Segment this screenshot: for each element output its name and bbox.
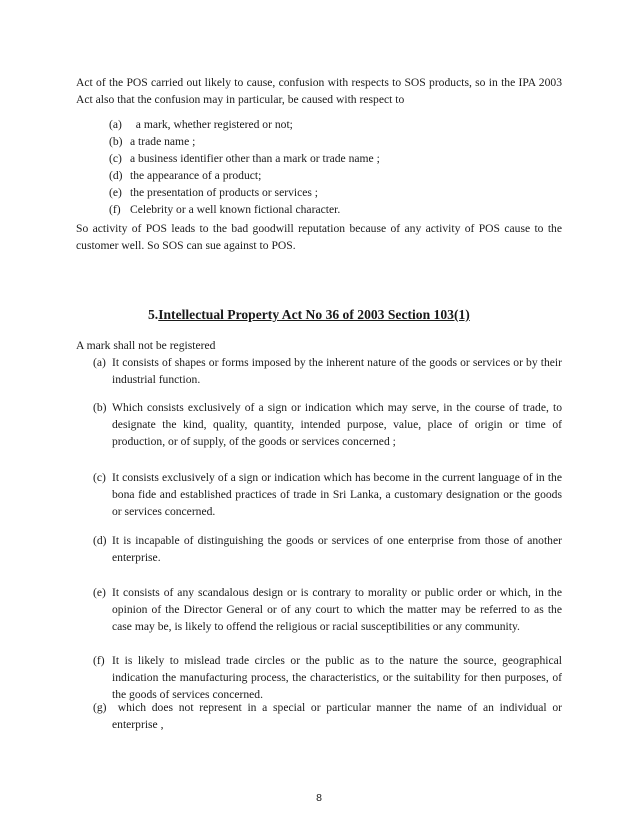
- page-number: 8: [316, 792, 322, 804]
- list-item-text: a trade name ;: [130, 135, 196, 148]
- list-item-label: (a): [93, 356, 106, 369]
- list-item-text: which does not represent in a special or particular manner the name of an individual or enterprise ,: [112, 701, 565, 731]
- list-item-text: Which consists exclusively of a sign or indication which may serve, in the course of trade, to designate the kind, quality, quantity, intended purpose, value, place of origin or time of production, or of supply, of the goods or services concerned ;: [112, 401, 562, 448]
- list-item: [109, 150, 380, 167]
- list-item-text: a mark, whether registered or not;: [130, 118, 293, 131]
- list-item: [93, 399, 562, 450]
- list-item: [109, 167, 380, 184]
- section-number: 5.: [148, 307, 159, 322]
- list-item-text: a business identifier other than a mark or trade name ;: [130, 152, 380, 165]
- list-item-label: (f): [93, 654, 105, 667]
- list-item: [93, 584, 562, 635]
- list-item-text: the appearance of a product;: [130, 169, 262, 182]
- list-item-label: (f): [109, 203, 121, 216]
- paragraph-goodwill: So activity of POS leads to the bad goodwill reputation because of any activity of POS cause to the customer well. So SOS can sue against to POS.: [76, 222, 562, 252]
- list-item-text: It consists exclusively of a sign or indication which has become in the current language of in the bona fide and established practices of trade in Sri Lanka, a customary designation or the goods or services concerned.: [112, 471, 562, 518]
- list-item: [109, 116, 380, 133]
- list-item-text: It is incapable of distinguishing the goods or services of one enterprise from those of another enterprise.: [112, 534, 562, 564]
- list-item: [109, 184, 380, 201]
- list-item-label: (a): [109, 118, 122, 131]
- list-item-text: Celebrity or a well known fictional character.: [130, 203, 341, 216]
- list-item-label: (d): [93, 534, 107, 547]
- list-item-label: (e): [109, 186, 122, 199]
- list-item-label: (e): [93, 586, 106, 599]
- list-item: [109, 133, 380, 150]
- list-item-text: It is likely to mislead trade circles or the public as to the nature the source, geographical indication the manufacturing process, the characteristics, or the suitability for then purposes, of the goods of services concerned.: [112, 654, 562, 701]
- paragraph-pos-confusion: Act of the POS carried out likely to cause, confusion with respects to SOS products, so in the IPA 2003 Act also that the confusion may in particular, be caused with respect to: [76, 76, 562, 106]
- intro-text: A mark shall not be registered: [76, 339, 216, 352]
- list-item: [93, 699, 565, 733]
- section-title: Intellectual Property Act No 36 of 2003 Section 103(1): [158, 307, 470, 322]
- section-heading: [148, 306, 470, 323]
- list-item: [93, 532, 562, 566]
- list-item-label: (b): [93, 401, 107, 414]
- list-item-label: (c): [109, 152, 122, 165]
- list-item-label: (b): [109, 135, 123, 148]
- list-item: [93, 354, 562, 388]
- list-item: [93, 652, 562, 703]
- list-item-text: It consists of shapes or forms imposed by the inherent nature of the goods or services or by their industrial function.: [112, 356, 562, 386]
- list-item-label: (d): [109, 169, 123, 182]
- confusion-list: [109, 116, 380, 218]
- list-item-text: the presentation of products or services ;: [130, 186, 319, 199]
- list-item-label: (g): [93, 701, 107, 714]
- list-item: [93, 469, 562, 520]
- list-item-label: (c): [93, 471, 106, 484]
- list-item: [109, 201, 380, 218]
- list-item-text: It consists of any scandalous design or is contrary to morality or public order or which, in the opinion of the Director General or of any court to which the matter may be referred to as the case may be, is likely to offend the religious or racial susceptibilities or any community.: [112, 586, 562, 633]
